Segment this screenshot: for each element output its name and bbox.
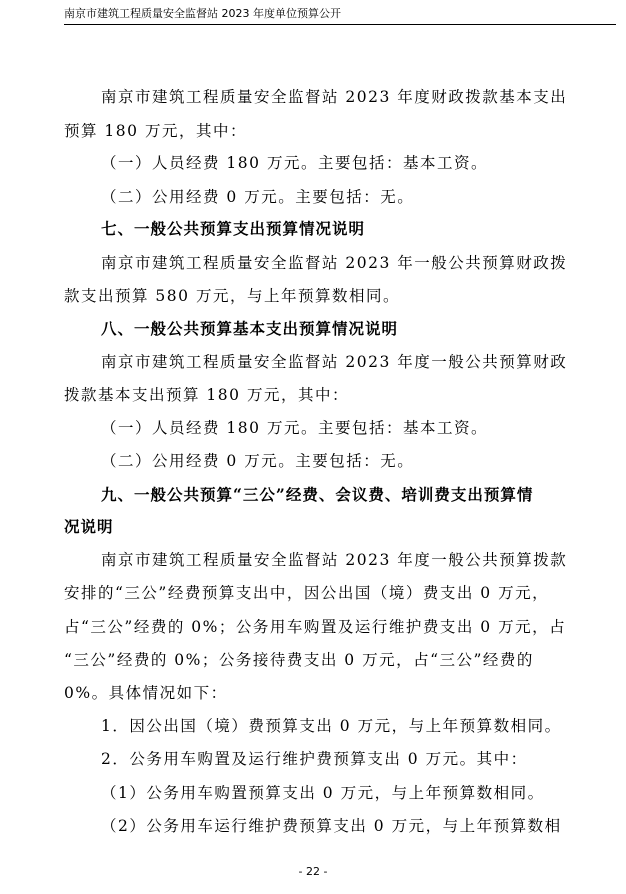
list-item: （二）公用经费 0 万元。主要包括：无。	[101, 452, 415, 470]
paragraph-line: 款支出预算 580 万元，与上年预算数相同。	[64, 287, 400, 305]
page-number: - 22 -	[298, 865, 328, 878]
paragraph-line: 南京市建筑工程质量安全监督站 2023 年度一般公共预算拨款	[101, 551, 568, 569]
paragraph-line: 南京市建筑工程质量安全监督站 2023 年度一般公共预算财政	[101, 353, 568, 371]
paragraph-line: 拨款基本支出预算 180 万元，其中：	[64, 386, 349, 404]
list-item: （二）公用经费 0 万元。主要包括：无。	[101, 188, 415, 206]
paragraph-line: 南京市建筑工程质量安全监督站 2023 年度财政拨款基本支出	[101, 88, 568, 106]
paragraph-line: “三公”经费的 0%；公务接待费支出 0 万元，占“三公”经费的	[64, 651, 534, 669]
header-rule	[64, 24, 616, 25]
section-heading-7: 七、一般公共预算支出预算情况说明	[101, 219, 366, 238]
sub-list-item: （2）公务用车运行维护费预算支出 0 万元，与上年预算数相	[101, 817, 562, 835]
section-heading-9-cont: 况说明	[64, 517, 114, 536]
section-heading-9: 九、一般公共预算“三公”经费、会议费、培训费支出预算情	[101, 485, 534, 504]
paragraph-line: 安排的“三公”经费预算支出中，因公出国（境）费支出 0 万元，	[64, 584, 550, 602]
sub-list-item: （1）公务用车购置预算支出 0 万元，与上年预算数相同。	[101, 784, 545, 802]
list-item: 1．因公出国（境）费预算支出 0 万元，与上年预算数相同。	[101, 717, 562, 735]
paragraph-line: 0%。具体情况如下：	[64, 684, 228, 702]
list-item: 2．公务用车购置及运行维护费预算支出 0 万元。其中：	[101, 750, 528, 768]
paragraph-line: 占“三公”经费的 0%；公务用车购置及运行维护费支出 0 万元，占	[64, 618, 567, 636]
list-item: （一）人员经费 180 万元。主要包括：基本工资。	[101, 154, 488, 172]
running-header: 南京市建筑工程质量安全监督站 2023 年度单位预算公开	[64, 7, 341, 20]
paragraph-line: 预算 180 万元，其中：	[64, 122, 247, 140]
section-heading-8: 八、一般公共预算基本支出预算情况说明	[101, 319, 399, 338]
list-item: （一）人员经费 180 万元。主要包括：基本工资。	[101, 419, 488, 437]
paragraph-line: 南京市建筑工程质量安全监督站 2023 年一般公共预算财政拨	[101, 254, 568, 272]
